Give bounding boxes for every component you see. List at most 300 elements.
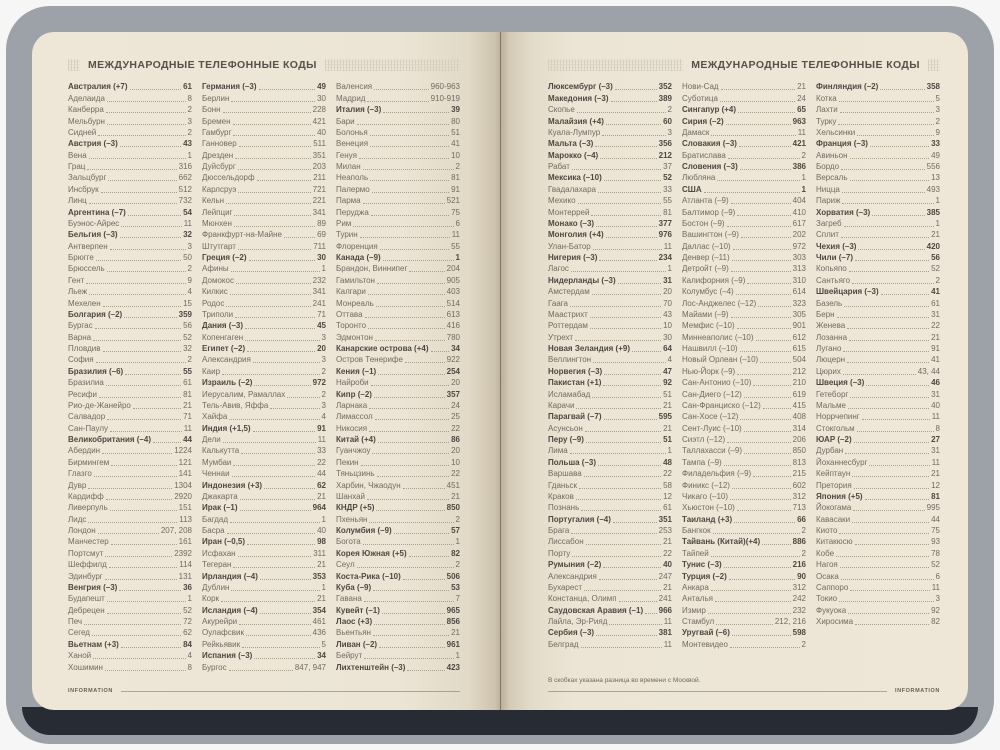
entry-name: Сплит [816, 230, 839, 240]
dot-leader [221, 601, 315, 602]
city-row [816, 502, 940, 513]
entry-name: Никосия [336, 423, 368, 433]
entry-name: Египет (–2) [202, 344, 246, 353]
entry-code: 39 [451, 105, 460, 115]
entry-name: Афины [202, 264, 229, 274]
entry-code: 11 [183, 218, 192, 228]
entry-name: Берлин [202, 93, 230, 103]
city-row [336, 161, 460, 172]
dot-leader [403, 488, 445, 489]
dot-leader [234, 226, 315, 227]
entry-name: Мемфис (–10) [682, 321, 735, 331]
entry-name: Познань [548, 503, 580, 513]
entry-code: 353 [312, 571, 326, 581]
dot-leader [732, 488, 791, 489]
entry-name: Швейцария (–3) [816, 287, 879, 297]
dot-leader [584, 476, 661, 477]
entry-name: Вашингтон (–9) [682, 230, 739, 240]
entry-code: 451 [446, 480, 460, 490]
entry-code: 10 [663, 321, 672, 331]
entry-name: Болонья [336, 127, 368, 137]
entry-code: 323 [792, 298, 806, 308]
dot-leader [111, 465, 176, 466]
dot-leader [405, 362, 445, 363]
entry-name: Вьетнам (+3) [68, 639, 119, 649]
dot-leader [713, 533, 800, 534]
dot-leader [840, 112, 934, 113]
dot-leader [227, 533, 315, 534]
country-row [336, 388, 460, 399]
entry-name: Пловдив [68, 344, 101, 353]
entry-name: Лос-Анджелес (–12) [682, 298, 757, 308]
entry-code: 4 [187, 287, 192, 297]
city-row [548, 593, 672, 604]
dot-leader [740, 351, 791, 352]
entry-code: 34 [317, 651, 326, 661]
dot-leader [357, 124, 449, 125]
city-row [682, 604, 806, 615]
entry-code: 351 [658, 514, 672, 524]
dot-leader [880, 89, 924, 90]
entry-code: 408 [792, 412, 806, 422]
dot-leader [382, 613, 445, 614]
entry-name: Измир [682, 605, 706, 615]
entry-code: 61 [931, 298, 940, 308]
dot-leader [740, 419, 790, 420]
dot-leader [845, 453, 929, 454]
dot-leader [260, 613, 311, 614]
dot-leader [841, 579, 934, 580]
country-row [336, 252, 460, 263]
entry-code: 228 [312, 105, 326, 115]
dot-leader [259, 89, 316, 90]
entry-code: 3 [321, 400, 326, 410]
dot-leader [711, 556, 800, 557]
entry-name: Хорватия (–3) [816, 207, 871, 217]
entry-code: 44 [183, 435, 192, 444]
dot-leader [223, 112, 311, 113]
entry-name: Турция (–2) [682, 571, 727, 581]
city-row [548, 297, 672, 308]
dot-leader [716, 624, 773, 625]
entry-name: Гетеборг [816, 389, 849, 399]
dot-leader [369, 408, 449, 409]
country-row [548, 229, 672, 240]
entry-code: 232 [312, 275, 326, 285]
dot-leader [736, 294, 791, 295]
entry-code: 813 [792, 457, 806, 467]
entry-name: Парагвай (–7) [548, 412, 602, 422]
dot-leader [731, 203, 791, 204]
city-row [548, 104, 672, 115]
city-row [202, 365, 326, 376]
city-row [202, 149, 326, 160]
entry-code: 21 [797, 82, 806, 92]
country-row [548, 81, 672, 92]
city-row [682, 422, 806, 433]
entry-name: Претория [816, 480, 852, 490]
entry-code: 20 [663, 287, 672, 297]
entry-code: 1 [667, 446, 672, 456]
entry-name: Дублин [202, 582, 230, 592]
entry-name: Монреаль [336, 298, 374, 308]
country-row [336, 547, 460, 558]
dot-leader [603, 385, 661, 386]
entry-name: Кипр (–2) [336, 389, 372, 399]
country-row [682, 161, 806, 172]
dot-leader [361, 465, 450, 466]
dot-leader [107, 613, 181, 614]
entry-name: Токио [816, 594, 838, 604]
entry-name: Парма [336, 196, 361, 206]
entry-name: Бухарест [548, 582, 582, 592]
city-row [202, 638, 326, 649]
city-row [682, 81, 806, 92]
entry-name: Румыния (–2) [548, 560, 602, 570]
entry-name: Антверпен [68, 241, 108, 251]
entry-name: Генуя [336, 150, 357, 160]
entry-name: Зальцбург [68, 173, 107, 183]
dot-leader [377, 283, 445, 284]
city-row [202, 445, 326, 456]
entry-code: 341 [312, 287, 326, 297]
entry-name: Кобе [816, 548, 835, 558]
city-row [682, 411, 806, 422]
entry-code: 75 [931, 526, 940, 535]
city-row [816, 183, 940, 194]
entry-code: 423 [446, 662, 460, 672]
dot-leader [854, 442, 929, 443]
city-row [336, 218, 460, 229]
city-row [68, 240, 192, 251]
entry-name: Лаос (+3) [336, 617, 373, 626]
entry-name: Перу (–9) [548, 435, 584, 444]
entry-name: София [68, 355, 94, 365]
city-row [682, 127, 806, 138]
entry-code: 8 [187, 662, 192, 672]
city-row [816, 92, 940, 103]
entry-name: Улан-Батор [548, 241, 591, 251]
entry-name: Португалия (–4) [548, 514, 611, 524]
entry-code: 40 [663, 560, 672, 570]
entry-code: 886 [792, 537, 806, 547]
city-row [682, 343, 806, 354]
country-row [548, 343, 672, 354]
dot-leader [862, 419, 930, 420]
dot-leader [756, 340, 791, 341]
entry-code: 211 [313, 173, 326, 183]
dot-leader [84, 624, 181, 625]
entry-code: 210 [792, 378, 806, 388]
entry-code: 386 [792, 162, 806, 171]
dot-leader [367, 101, 428, 102]
entry-name: Богота [336, 537, 361, 547]
entry-code: 49 [931, 150, 940, 160]
city-row [816, 536, 940, 547]
city-row [548, 354, 672, 365]
dot-leader [93, 340, 181, 341]
entry-name: Анталья [682, 594, 713, 604]
city-row [816, 468, 940, 479]
entry-code: 972 [792, 241, 806, 251]
city-row [336, 479, 460, 490]
entry-code: 212 [658, 150, 672, 160]
entry-name: Оулафсвик [202, 628, 244, 638]
city-row [202, 229, 326, 240]
entry-name: Бейрут [336, 651, 363, 661]
country-row [548, 411, 672, 422]
city-row [68, 149, 192, 160]
city-row [202, 172, 326, 183]
dot-leader [740, 169, 791, 170]
dot-leader [570, 453, 666, 454]
dot-leader [231, 590, 319, 591]
entry-code: 21 [663, 582, 672, 592]
entry-code: 352 [658, 82, 672, 92]
entry-code: 905 [446, 275, 460, 285]
entry-name: Мексика (–10) [548, 173, 602, 183]
city-row [816, 525, 940, 536]
entry-code: 41 [931, 355, 940, 365]
city-row [682, 456, 806, 467]
dot-leader [592, 397, 661, 398]
dot-leader [125, 374, 181, 375]
entry-code: 2 [801, 150, 806, 160]
dot-leader [762, 544, 790, 545]
entry-name: Брюгге [68, 253, 94, 262]
entry-code: 92 [663, 378, 672, 388]
dot-leader [842, 192, 925, 193]
city-row [68, 274, 192, 285]
country-row [336, 604, 460, 615]
city-row [202, 547, 326, 558]
entry-name: Чили (–7) [816, 253, 853, 262]
entry-name: Нидерланды (–3) [548, 275, 616, 285]
entry-code: 21 [183, 400, 192, 410]
entry-name: Печ [68, 617, 83, 626]
entry-name: Инсбрук [68, 184, 99, 194]
dot-leader [253, 431, 316, 432]
entry-code: 615 [792, 344, 806, 353]
entry-code: 3 [935, 105, 940, 115]
entry-code: 389 [658, 93, 672, 103]
city-row [682, 638, 806, 649]
entry-code: 30 [317, 253, 326, 262]
entry-code: 30 [663, 332, 672, 342]
dot-leader [364, 601, 454, 602]
entry-name: Мюнхен [202, 218, 232, 228]
entry-code: 22 [663, 469, 672, 479]
country-row [548, 149, 672, 160]
dot-leader [726, 124, 791, 125]
entry-code: 12 [931, 480, 940, 490]
city-row [68, 320, 192, 331]
entry-name: Тегеран [202, 560, 232, 570]
city-row [202, 138, 326, 149]
entry-name: Сент-Луис (–10) [682, 423, 742, 433]
entry-name: Найроби [336, 378, 369, 388]
dot-leader [763, 408, 791, 409]
entry-code: 377 [658, 218, 672, 228]
dot-leader [238, 169, 311, 170]
entry-name: Майами (–9) [682, 309, 729, 319]
dot-leader [233, 124, 311, 125]
city-row [548, 331, 672, 342]
dot-leader [593, 249, 662, 250]
entry-name: Кардифф [68, 491, 104, 501]
entry-code: 595 [658, 412, 672, 422]
dot-leader [760, 362, 790, 363]
entry-name: Братислава [682, 150, 726, 160]
entry-code: 3 [321, 332, 326, 342]
dot-leader [848, 408, 929, 409]
dot-leader [593, 362, 665, 363]
entry-code: 212, 216 [774, 617, 806, 626]
entry-name: Словения (–3) [682, 162, 738, 171]
entry-name: Лиссабон [548, 537, 584, 547]
entry-name: Линц [68, 196, 87, 206]
entry-name: Пекин [336, 457, 359, 467]
entry-name: Амстердам [548, 287, 590, 297]
entry-code: 56 [931, 253, 940, 262]
city-row [68, 422, 192, 433]
entry-name: Денвер (–11) [682, 253, 730, 262]
entry-name: Лугано [816, 344, 842, 353]
city-row [68, 183, 192, 194]
dot-leader [369, 431, 449, 432]
dot-leader [223, 442, 316, 443]
entry-name: Хиросима [816, 617, 854, 626]
entry-code: 493 [926, 184, 940, 194]
entry-name: Индия (+1,5) [202, 423, 251, 433]
entry-name: Котка [816, 93, 837, 103]
entry-name: Марокко (–4) [548, 150, 599, 160]
entry-name: Гавана [336, 594, 362, 604]
entry-name: Ливерпуль [68, 503, 108, 513]
entry-name: Нью-Йорк (–9) [682, 366, 736, 376]
city-row [336, 422, 460, 433]
dot-leader [584, 590, 661, 591]
entry-code: 965 [446, 605, 460, 615]
entry-name: Багдад [202, 514, 229, 524]
entry-code: 25 [451, 412, 460, 422]
entry-name: Базель [816, 298, 843, 308]
entry-name: Берн [816, 309, 835, 319]
entry-code: 461 [312, 617, 326, 626]
dot-leader [120, 237, 182, 238]
dot-leader [747, 283, 790, 284]
country-row [202, 422, 326, 433]
dot-leader [715, 601, 791, 602]
dot-leader [852, 476, 929, 477]
dot-leader [732, 260, 791, 261]
city-row [202, 263, 326, 274]
dot-leader [842, 203, 933, 204]
entry-code: 52 [183, 605, 192, 615]
entry-name: Дрезден [202, 150, 234, 160]
city-row [202, 331, 326, 342]
entry-code: 713 [792, 503, 806, 513]
entry-name: Белград [548, 639, 579, 649]
city-row [336, 206, 460, 217]
entry-code: 71 [183, 412, 192, 422]
dot-leader [571, 271, 666, 272]
entry-name: Исфахан [202, 548, 236, 558]
entry-code: 421 [792, 139, 806, 149]
country-row [816, 286, 940, 297]
city-row [816, 582, 940, 593]
dot-leader [606, 237, 657, 238]
entry-code: 24 [797, 93, 806, 103]
city-row [682, 400, 806, 411]
entry-name: Монтевидео [682, 639, 728, 649]
dot-leader [109, 567, 177, 568]
entry-code: 113 [179, 514, 192, 524]
time-difference-note: В скобках указана разница во времени с Москвой. [548, 677, 701, 684]
city-row [68, 616, 192, 627]
entry-code: 114 [179, 560, 192, 570]
city-row [68, 411, 192, 422]
entry-code: 910-919 [430, 93, 460, 103]
entry-name: Манчестер [68, 537, 109, 547]
entry-name: Нашвилл (–10) [682, 344, 738, 353]
dot-leader [596, 226, 657, 227]
dot-leader [854, 488, 929, 489]
entry-name: Кения (–1) [336, 366, 377, 376]
city-row [68, 445, 192, 456]
dot-leader [847, 362, 929, 363]
entry-name: Люксембург (–3) [548, 82, 613, 92]
entry-code: 52 [663, 173, 672, 183]
dot-leader [591, 215, 661, 216]
entry-name: Тампа (–9) [682, 457, 722, 467]
country-row [336, 343, 460, 354]
entry-code: 50 [183, 253, 192, 262]
dot-leader [124, 317, 176, 318]
country-row [682, 627, 806, 638]
city-row [336, 536, 460, 547]
dot-leader [111, 544, 177, 545]
entry-name: Тель-Авив, Яффа [202, 400, 269, 410]
entry-code: 356 [658, 139, 672, 149]
entry-code: 33 [317, 446, 326, 456]
dot-leader [407, 670, 444, 671]
entry-code: 1 [321, 582, 326, 592]
city-row [682, 331, 806, 342]
country-row [682, 138, 806, 149]
entry-code: 241 [658, 594, 672, 604]
entry-code: 420 [926, 241, 940, 251]
entry-name: Штутгарт [202, 241, 236, 251]
entry-name: Варна [68, 332, 92, 342]
entry-code: 61 [663, 503, 672, 513]
city-row [68, 559, 192, 570]
country-row [682, 115, 806, 126]
entry-code: 1 [187, 150, 192, 160]
entry-code: 2 [667, 105, 672, 115]
entry-code: 11 [663, 241, 672, 251]
dot-leader [596, 635, 657, 636]
dot-leader [727, 226, 791, 227]
dot-leader [744, 397, 791, 398]
dot-leader [744, 431, 791, 432]
city-row [816, 616, 940, 627]
dot-leader [86, 283, 185, 284]
entry-name: Коста-Рика (–10) [336, 571, 401, 581]
entry-name: Порту [548, 548, 571, 558]
entry-name: Гвадалахара [548, 184, 596, 194]
entry-name: Мельбурн [68, 116, 105, 126]
